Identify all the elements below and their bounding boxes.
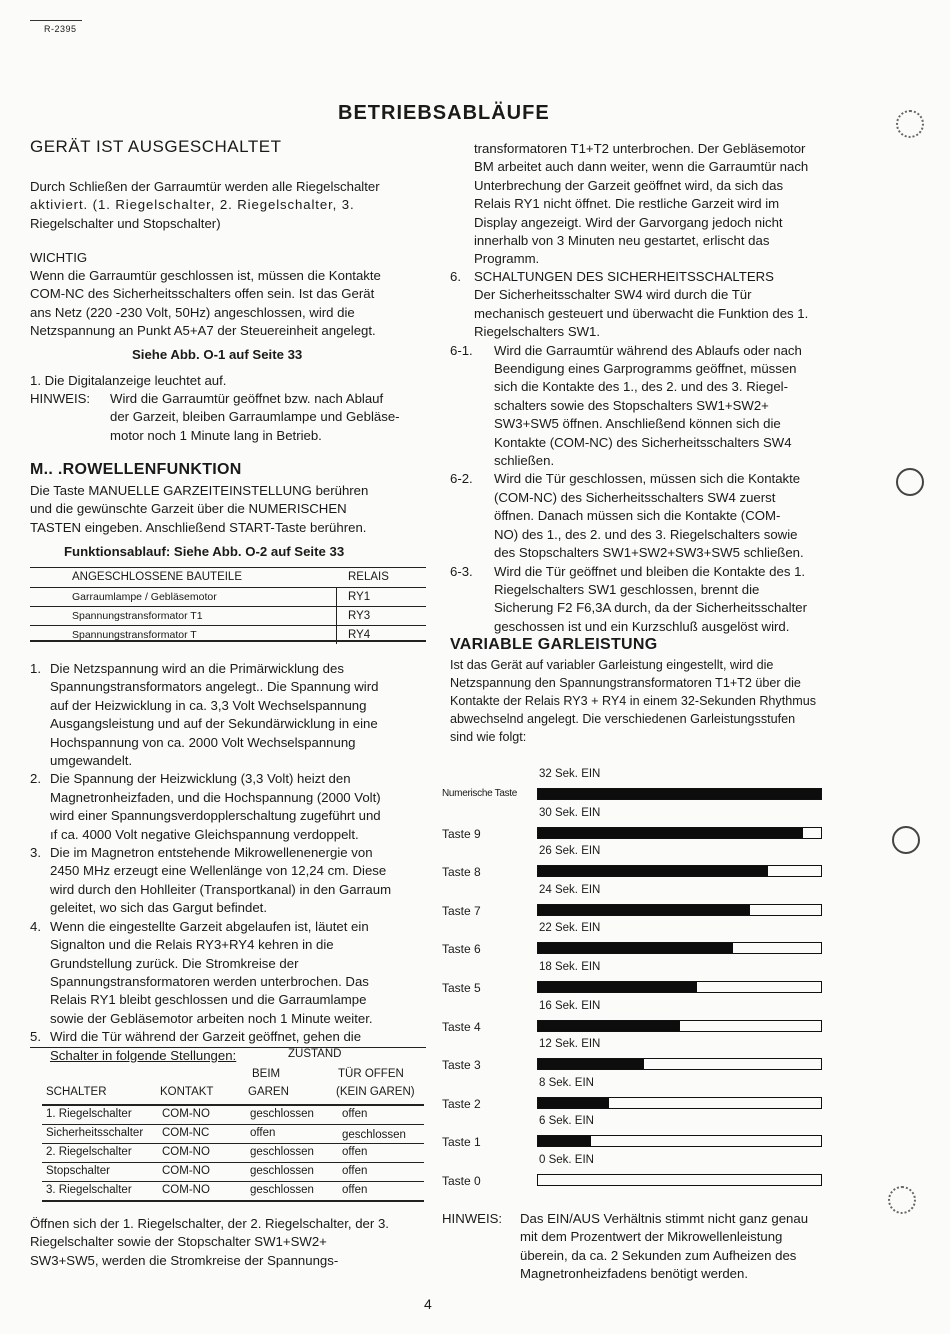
table-header: BEIM (252, 1068, 281, 1080)
table-cell: geschlossen (250, 1108, 314, 1120)
text-line: Grundstellung zurück. Die Stromkreise der (50, 955, 299, 971)
power-bar (537, 1174, 822, 1186)
binder-hole (892, 826, 920, 854)
text-line: Das EIN/AUS Verhältnis stimmt nicht ganz genau (520, 1211, 809, 1226)
binder-hole (896, 110, 924, 138)
text-line: SW3+SW5, werden die Stromkreise der Spannungs- (30, 1252, 339, 1268)
list-item (30, 660, 430, 770)
wichtig-label: WICHTIG (30, 250, 88, 265)
see-figure-2: Funktionsablauf: Siehe Abb. O-2 auf Seite 33 (64, 544, 345, 559)
safety-switch-section (450, 268, 846, 636)
table-header: (KEIN GAREN) (336, 1086, 415, 1098)
text-line: Wird die Garraumtür während des Ablaufs oder nach (494, 342, 802, 358)
binder-hole (896, 468, 924, 496)
table-cell: Stopschalter (46, 1165, 110, 1177)
bar-value-label: 26 Sek. EIN (539, 845, 601, 858)
switch-table (42, 1048, 424, 1198)
text-line: Wird die Tür geschlossen, müssen sich die Kontakte (494, 471, 801, 487)
power-bar-fill (538, 982, 697, 992)
table-cell: offen (342, 1108, 368, 1120)
power-bar-fill (538, 1136, 591, 1146)
list-item (450, 470, 846, 562)
text-line: auf der Heizwicklung in ca. 3,3 Volt Wechselspannung (50, 697, 367, 713)
table-rule (30, 1047, 426, 1048)
list-number: 6. (450, 269, 461, 284)
text-line: SCHALTUNGEN DES SICHERHEITSSCHALTERS (474, 269, 774, 284)
section-heading-power: VARIABLE GARLEISTUNG (450, 636, 658, 653)
text-line: Unterbrechung der Garzeit geöffnet wird, da sich das (474, 177, 784, 193)
list-item (30, 770, 430, 844)
bar-category-label: Taste 6 (442, 942, 481, 957)
power-bar-fill (538, 905, 750, 915)
power-bar (537, 865, 822, 877)
table-header-row (30, 567, 426, 588)
hinweis-label: HINWEIS: (30, 391, 91, 406)
text-line: schließen. (494, 453, 555, 469)
text-line: Signalton und die Relais RY3+RY4 kehren in die (50, 937, 334, 953)
text-line: Durch Schließen der Garraumtür werden alle Riegelschalter (30, 179, 380, 194)
text-line: (COM-NC) des Sicherheitsschalters SW4 zuerst (494, 489, 776, 505)
text-line: Netzspannung den Spannungstransformatoren T1+T2 über die (450, 676, 801, 690)
paragraph-bottom (30, 1215, 430, 1270)
table-cell: geschlossen (250, 1184, 314, 1196)
bar-category-label: Taste 3 (442, 1058, 481, 1073)
text-line: motor noch 1 Minute lang in Betrieb. (110, 427, 322, 443)
text-line: Wenn die Garraumtür geschlossen ist, müssen die Kontakte (30, 268, 381, 283)
table-cell: RY1 (348, 591, 371, 603)
table-header-row (42, 1084, 424, 1106)
table-header: KONTAKT (160, 1086, 214, 1098)
text-line: Riegelschalters SW1 geschlossen, brennt die (494, 581, 760, 597)
power-bar (537, 1097, 822, 1109)
table-row (30, 607, 426, 626)
text-line: TASTEN eingeben. Anschließend START-Taste berühren. (30, 519, 367, 535)
table-cell: Spannungstransformator T (72, 629, 197, 641)
text-line: Sicherung F2 F6,3A durch, da der Sicherheitsschalter (494, 600, 808, 616)
text-line: wird einer Spannungsverdopplerschaltung zugeführt und (50, 808, 381, 824)
list-number: 3. (30, 845, 41, 861)
table-cell: geschlossen (250, 1165, 314, 1177)
power-bar (537, 1020, 822, 1032)
text-line: Programm. (474, 251, 540, 267)
paragraph-continued (474, 140, 844, 269)
text-line: abwechselnd angelegt. Die verschiedenen Garleistungsstufen (450, 712, 796, 726)
table-cell: RY3 (348, 610, 371, 622)
text-line: Wenn die eingestellte Garzeit abgelaufen ist, läutet ein (50, 918, 369, 934)
text-line: Relais RY1 bleibt geschlossen und die Garraumlampe (50, 992, 367, 1008)
list-number: 4. (30, 918, 41, 934)
text-line: geleitet, wo sich das Gargut befindet. (50, 900, 267, 916)
text-line: BM arbeitet auch dann weiter, wenn die Garraumtür nach (474, 159, 809, 175)
bar-value-label: 16 Sek. EIN (539, 999, 601, 1012)
table-row (42, 1106, 424, 1125)
power-bar (537, 1135, 822, 1147)
table-cell: 2. Riegelschalter (46, 1146, 132, 1158)
table-cell: Spannungstransformator T1 (72, 610, 203, 622)
bar-value-label: 0 Sek. EIN (539, 1154, 594, 1166)
power-bar (537, 904, 822, 916)
text-line: aktiviert. (1. Riegelschalter, 2. Riegelschalter, 3. (30, 197, 355, 213)
text-line: Ausgangsleistung und auf der Sekundärwicklung in eine (50, 716, 378, 732)
text-line: umgewandelt. (50, 753, 133, 769)
paragraph-microwave (30, 482, 430, 537)
table-cell: 3. Riegelschalter (46, 1184, 132, 1196)
text-line: sind wie folgt: (450, 730, 527, 744)
table-cell: geschlossen (342, 1129, 406, 1141)
table-cell: COM-NO (162, 1146, 210, 1158)
bar-value-label: 22 Sek. EIN (539, 922, 601, 935)
list-item (450, 563, 846, 637)
bar-category-label: Taste 7 (442, 903, 481, 918)
text-line: transformatoren T1+T2 unterbrochen. Der Gebläsemotor (474, 141, 806, 156)
text-line: ıf ca. 4000 Volt negative Gleichspannung verdoppelt. (50, 826, 359, 842)
list-item (30, 844, 430, 918)
text-line: Kontakte der Relais RY3 + RY4 in einem 32-Sekunden Rhythmus (450, 694, 817, 708)
power-bar-fill (538, 789, 821, 799)
bar-category-label: Taste 8 (442, 865, 481, 880)
power-bar (537, 788, 822, 800)
table-cell: offen (342, 1184, 368, 1196)
relay-table (30, 567, 426, 644)
text-line: Netzspannung an Punkt A5+A7 der Steuereinheit angelegt. (30, 323, 376, 339)
table-cell: offen (250, 1127, 276, 1139)
list-number: 2. (30, 771, 41, 787)
process-list (30, 660, 430, 1065)
bar-value-label: 18 Sek. EIN (539, 961, 601, 973)
text-line: Magnetronheizfadens benötigt werden. (520, 1266, 749, 1282)
text-line: Relais RY1 nicht öffnet. Die restliche Garzeit wird im (474, 196, 780, 212)
list-item (450, 268, 846, 342)
bar-category-label: Taste 5 (442, 981, 481, 995)
table-row (42, 1163, 424, 1182)
text-line: Wird die Tür geöffnet und bleiben die Kontakte des 1. (494, 563, 806, 579)
power-bar (537, 942, 822, 954)
list-number: 1. (30, 661, 41, 676)
table-header: ZUSTAND (288, 1048, 342, 1060)
text-line: öffnen. Danach müssen sich die Kontakte (COM- (494, 508, 781, 524)
bar-value-label: 12 Sek. EIN (539, 1038, 601, 1051)
bar-value-label: 6 Sek. EIN (539, 1115, 594, 1128)
table-row (30, 588, 426, 607)
table-cell: COM-NO (162, 1184, 210, 1196)
section-heading-microwave: M.. .ROWELLENFUNKTION (30, 461, 242, 478)
table-header: TÜR OFFEN (338, 1068, 404, 1080)
list-number: 6-3. (450, 563, 473, 579)
text-line: des Stopschalters SW1+SW2+SW3+SW5 schließen. (494, 545, 804, 561)
table-row (42, 1125, 424, 1144)
text-line: Spannungstransformatoren werden unterbrochen. Das (50, 973, 369, 989)
power-bar-fill (538, 943, 733, 953)
bar-value-label: 32 Sek. EIN (539, 768, 601, 780)
list-number: 5. (30, 1029, 41, 1045)
text-line: Die Taste MANUELLE GARZEITEINSTELLUNG berühren (30, 483, 369, 498)
text-line: sowie der Gebläsemotor arbeiten noch 1 Minute weiter. (50, 1010, 373, 1026)
item-display: 1. Die Digitalanzeige leuchtet auf. (30, 373, 227, 388)
table-rule (30, 640, 426, 642)
table-header: RELAIS (348, 571, 389, 583)
text-line: mit dem Prozentwert der Mikrowellenleistung (520, 1229, 783, 1245)
hinweis2-label: HINWEIS: (442, 1211, 503, 1226)
paragraph-power (450, 656, 846, 746)
table-row (42, 1144, 424, 1163)
table-cell: offen (342, 1165, 368, 1177)
bar-category-label: Numerische Taste (442, 788, 518, 799)
table-cell: COM-NC (162, 1127, 210, 1139)
table-header: SCHALTER (46, 1086, 107, 1098)
table-header: GAREN (248, 1086, 289, 1098)
text-line: wird durch den Hohlleiter (Transportkanal) in den Garraum (50, 881, 392, 897)
header-rule (30, 20, 82, 21)
text-line: Spannungstransformators angelegt.. Die Spannung wird (50, 679, 379, 695)
text-line: mechanisch gesteuert und überwacht die Funktion des 1. (474, 305, 809, 321)
text-line: Riegelschalter sowie der Stopschalter SW1+SW2+ (30, 1234, 327, 1250)
text-line: Die Spannung der Heizwicklung (3,3 Volt) heizt den (50, 771, 351, 787)
table-cell: 1. Riegelschalter (46, 1108, 132, 1120)
bar-category-label: Taste 2 (442, 1096, 481, 1111)
table-cell: RY4 (348, 629, 371, 641)
text-line: Display angezeigt. Wird der Garvorgang jedoch nicht (474, 214, 783, 230)
table-cell: offen (342, 1146, 368, 1158)
list-item (30, 918, 430, 1028)
text-line: Schalter in folgende Stellungen: (50, 1047, 237, 1063)
bar-category-label: Taste 0 (442, 1174, 481, 1188)
list-item (450, 342, 846, 471)
table-header: ANGESCHLOSSENE BAUTEILE (72, 571, 242, 583)
bar-category-label: Taste 4 (442, 1019, 481, 1034)
text-line: innerhalb von 3 Minuten neu gestartet, erlischt das (474, 233, 770, 249)
text-line: der Garzeit, bleiben Garraumlampe und Gebläse- (110, 409, 400, 425)
text-line: Wird die Tür während der Garzeit geöffnet, gehen die (50, 1029, 362, 1045)
text-line: überein, da ca. 2 Sekunden zum Aufheizen des (520, 1247, 797, 1263)
text-line: Hochspannung von ca. 2000 Volt Wechselspannung (50, 734, 356, 750)
bar-value-label: 8 Sek. EIN (539, 1076, 594, 1089)
bar-category-label: Taste 1 (442, 1135, 481, 1150)
power-bar (537, 827, 822, 839)
page-number: 4 (424, 1296, 432, 1312)
hinweis-text (110, 390, 430, 445)
text-line: Riegelschalters SW1. (474, 324, 601, 340)
power-bar-fill (538, 1021, 680, 1031)
see-figure-1: Siehe Abb. O-1 auf Seite 33 (132, 347, 303, 362)
table-cell: Sicherheitsschalter (46, 1127, 144, 1139)
binder-hole (888, 1186, 916, 1214)
text-line: Die im Magnetron entstehende Mikrowellenenergie von (50, 845, 373, 861)
power-bar-fill (538, 1059, 644, 1069)
bar-category-label: Taste 9 (442, 826, 481, 841)
table-row (42, 1182, 424, 1202)
list-number: 6-2. (450, 471, 473, 487)
text-line: geschossen ist und ein Kurzschluß ausgelöst wird. (494, 618, 790, 634)
table-cell: COM-NO (162, 1165, 210, 1177)
paragraph-off (30, 178, 430, 233)
table-cell: COM-NO (162, 1108, 210, 1120)
text-line: sich die Kontakte des 1., des 2. und des 3. Riegel- (494, 379, 788, 395)
text-line: NO) des 1., des 2. und des 3. Riegelschalters sowie (494, 526, 798, 542)
text-line: ans Netz (220 -230 Volt, 50Hz) angeschlossen, wird die (30, 304, 355, 320)
wichtig-text (30, 267, 430, 341)
text-line: Riegelschalter und Stopschalter) (30, 215, 221, 231)
text-line: SW3+SW5 öffnen. Anschließend können sich die (494, 416, 781, 432)
text-line: Beendigung eines Garprogramms geöffnet, müssen (494, 361, 797, 377)
table-cell: geschlossen (250, 1146, 314, 1158)
power-bar-fill (538, 1098, 609, 1108)
list-number: 6-1. (450, 342, 473, 358)
bar-value-label: 30 Sek. EIN (539, 806, 601, 819)
text-line: Kontakte (COM-NC) des Sicherheitsschalters SW4 (494, 434, 792, 450)
text-line: Die Netzspannung wird an die Primärwicklung des (50, 661, 344, 676)
power-bar-fill (538, 866, 768, 876)
text-line: 2450 MHz erzeugt eine Wellenlänge von 12,24 cm. Diese (50, 863, 387, 879)
text-line: Wird die Garraumtür geöffnet bzw. nach Ablauf (110, 391, 384, 406)
bar-value-label: 24 Sek. EIN (539, 883, 601, 896)
text-line: Magnetronheizfaden, und die Hochspannung (2000 Volt) (50, 789, 381, 805)
text-line: schalters sowie des Stopschalters SW1+SW2+ (494, 397, 769, 413)
power-level-chart (442, 766, 842, 1186)
text-line: Öffnen sich der 1. Riegelschalter, der 2. Riegelschalter, der 3. (30, 1216, 389, 1231)
table-cell: Garraumlampe / Gebläsemotor (72, 591, 217, 603)
page-title: BETRIEBSABLÄUFE (338, 102, 550, 124)
power-bar (537, 1058, 822, 1070)
text-line: Ist das Gerät auf variabler Garleistung eingestellt, wird die (450, 658, 774, 672)
text-line: und die gewünschte Garzeit über die NUMERISCHEN (30, 501, 347, 517)
power-bar-fill (538, 828, 803, 838)
power-bar (537, 981, 822, 993)
section-heading-off: GERÄT IST AUSGESCHALTET (30, 137, 282, 156)
hinweis2-text (520, 1210, 840, 1284)
text-line: Der Sicherheitsschalter SW4 wird durch die Tür (474, 287, 752, 303)
text-line: COM-NC des Sicherheitsschalters offen sein. Ist das Gerät (30, 286, 375, 302)
document-id: R-2395 (44, 24, 77, 34)
